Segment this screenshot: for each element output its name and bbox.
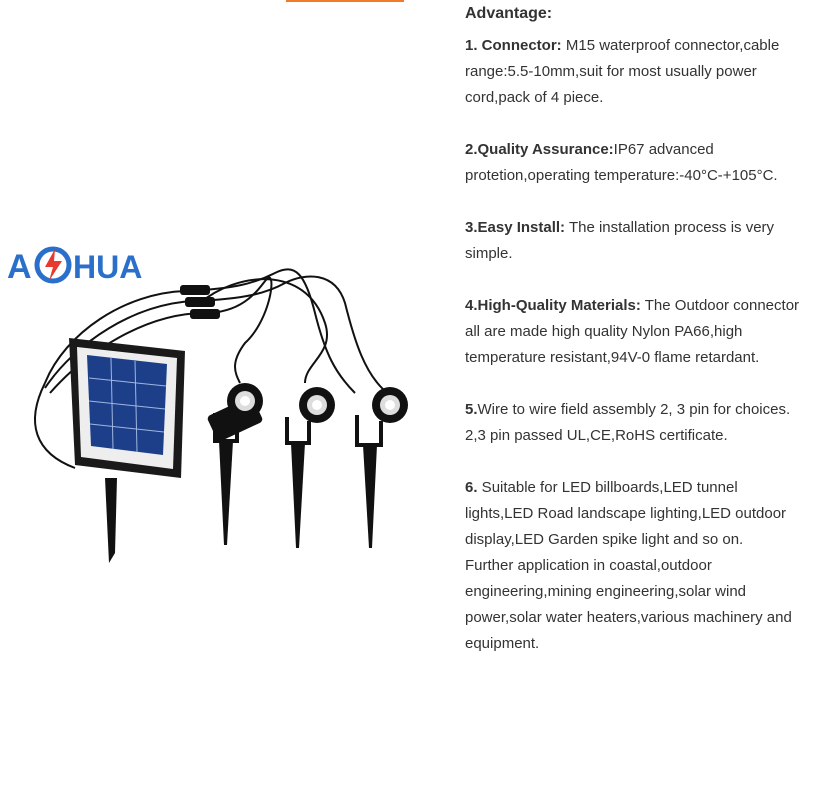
product-image [5,233,449,567]
spotlight-2 [287,387,335,548]
advantage-label: 2.Quality Assurance: [465,141,614,158]
advantage-extra-text: 2,3 pin passed UL,CE,RoHS certificate. [465,427,728,444]
solar-spike-light-illustration [5,233,449,567]
advantage-item-applications [465,475,810,657]
advantage-text: The installation process is very simple. [465,219,775,262]
advantage-item-materials [465,293,810,371]
advantage-item-quality [465,137,810,189]
advantage-label: 5. [465,401,478,418]
brand-logo [7,248,142,286]
advantage-text: The Outdoor connector all are made high quality Nylon PA66,high temperature resistant,94V-0 flame retardant. [465,297,800,366]
advantage-article [465,0,810,657]
advantage-text: M15 waterproof connector,cable range:5.5-10mm,suit for most usually power cord,pack of 4 piece. [465,37,780,106]
advantage-item-assembly [465,397,810,449]
advantage-text: Wire to wire field assembly 2, 3 pin for choices. [477,401,791,418]
logo-text-left: A [7,248,32,286]
logo-text-right: HUA [73,249,143,285]
advantage-item-install [465,215,810,267]
active-tab-indicator [286,0,404,2]
advantage-label: 4.High-Quality Materials: [465,297,641,314]
advantage-text: Suitable for LED billboards,LED tunnel lights,LED Road landscape lighting,LED outdoor display,LED Garden spike light and so on. [465,479,787,548]
advantage-item-connector [465,33,810,111]
advantage-label: 1. Connector: [465,37,562,54]
advantage-label: 6. [465,479,478,496]
lightning-bolt-icon [45,249,62,281]
advantage-extra-text: Further application in coastal,outdoor engineering,mining engineering,solar wind power,solar water heaters,various machinery and equipment. [465,557,792,652]
spotlight-1 [206,383,263,545]
advantage-text: IP67 advanced protetion,operating temperature:-40°C-+105°C. [465,141,778,184]
spotlight-3 [357,387,408,548]
solar-panel [69,338,185,563]
advantage-label: 3.Easy Install: [465,219,566,236]
advantage-heading: Advantage: [465,5,553,22]
